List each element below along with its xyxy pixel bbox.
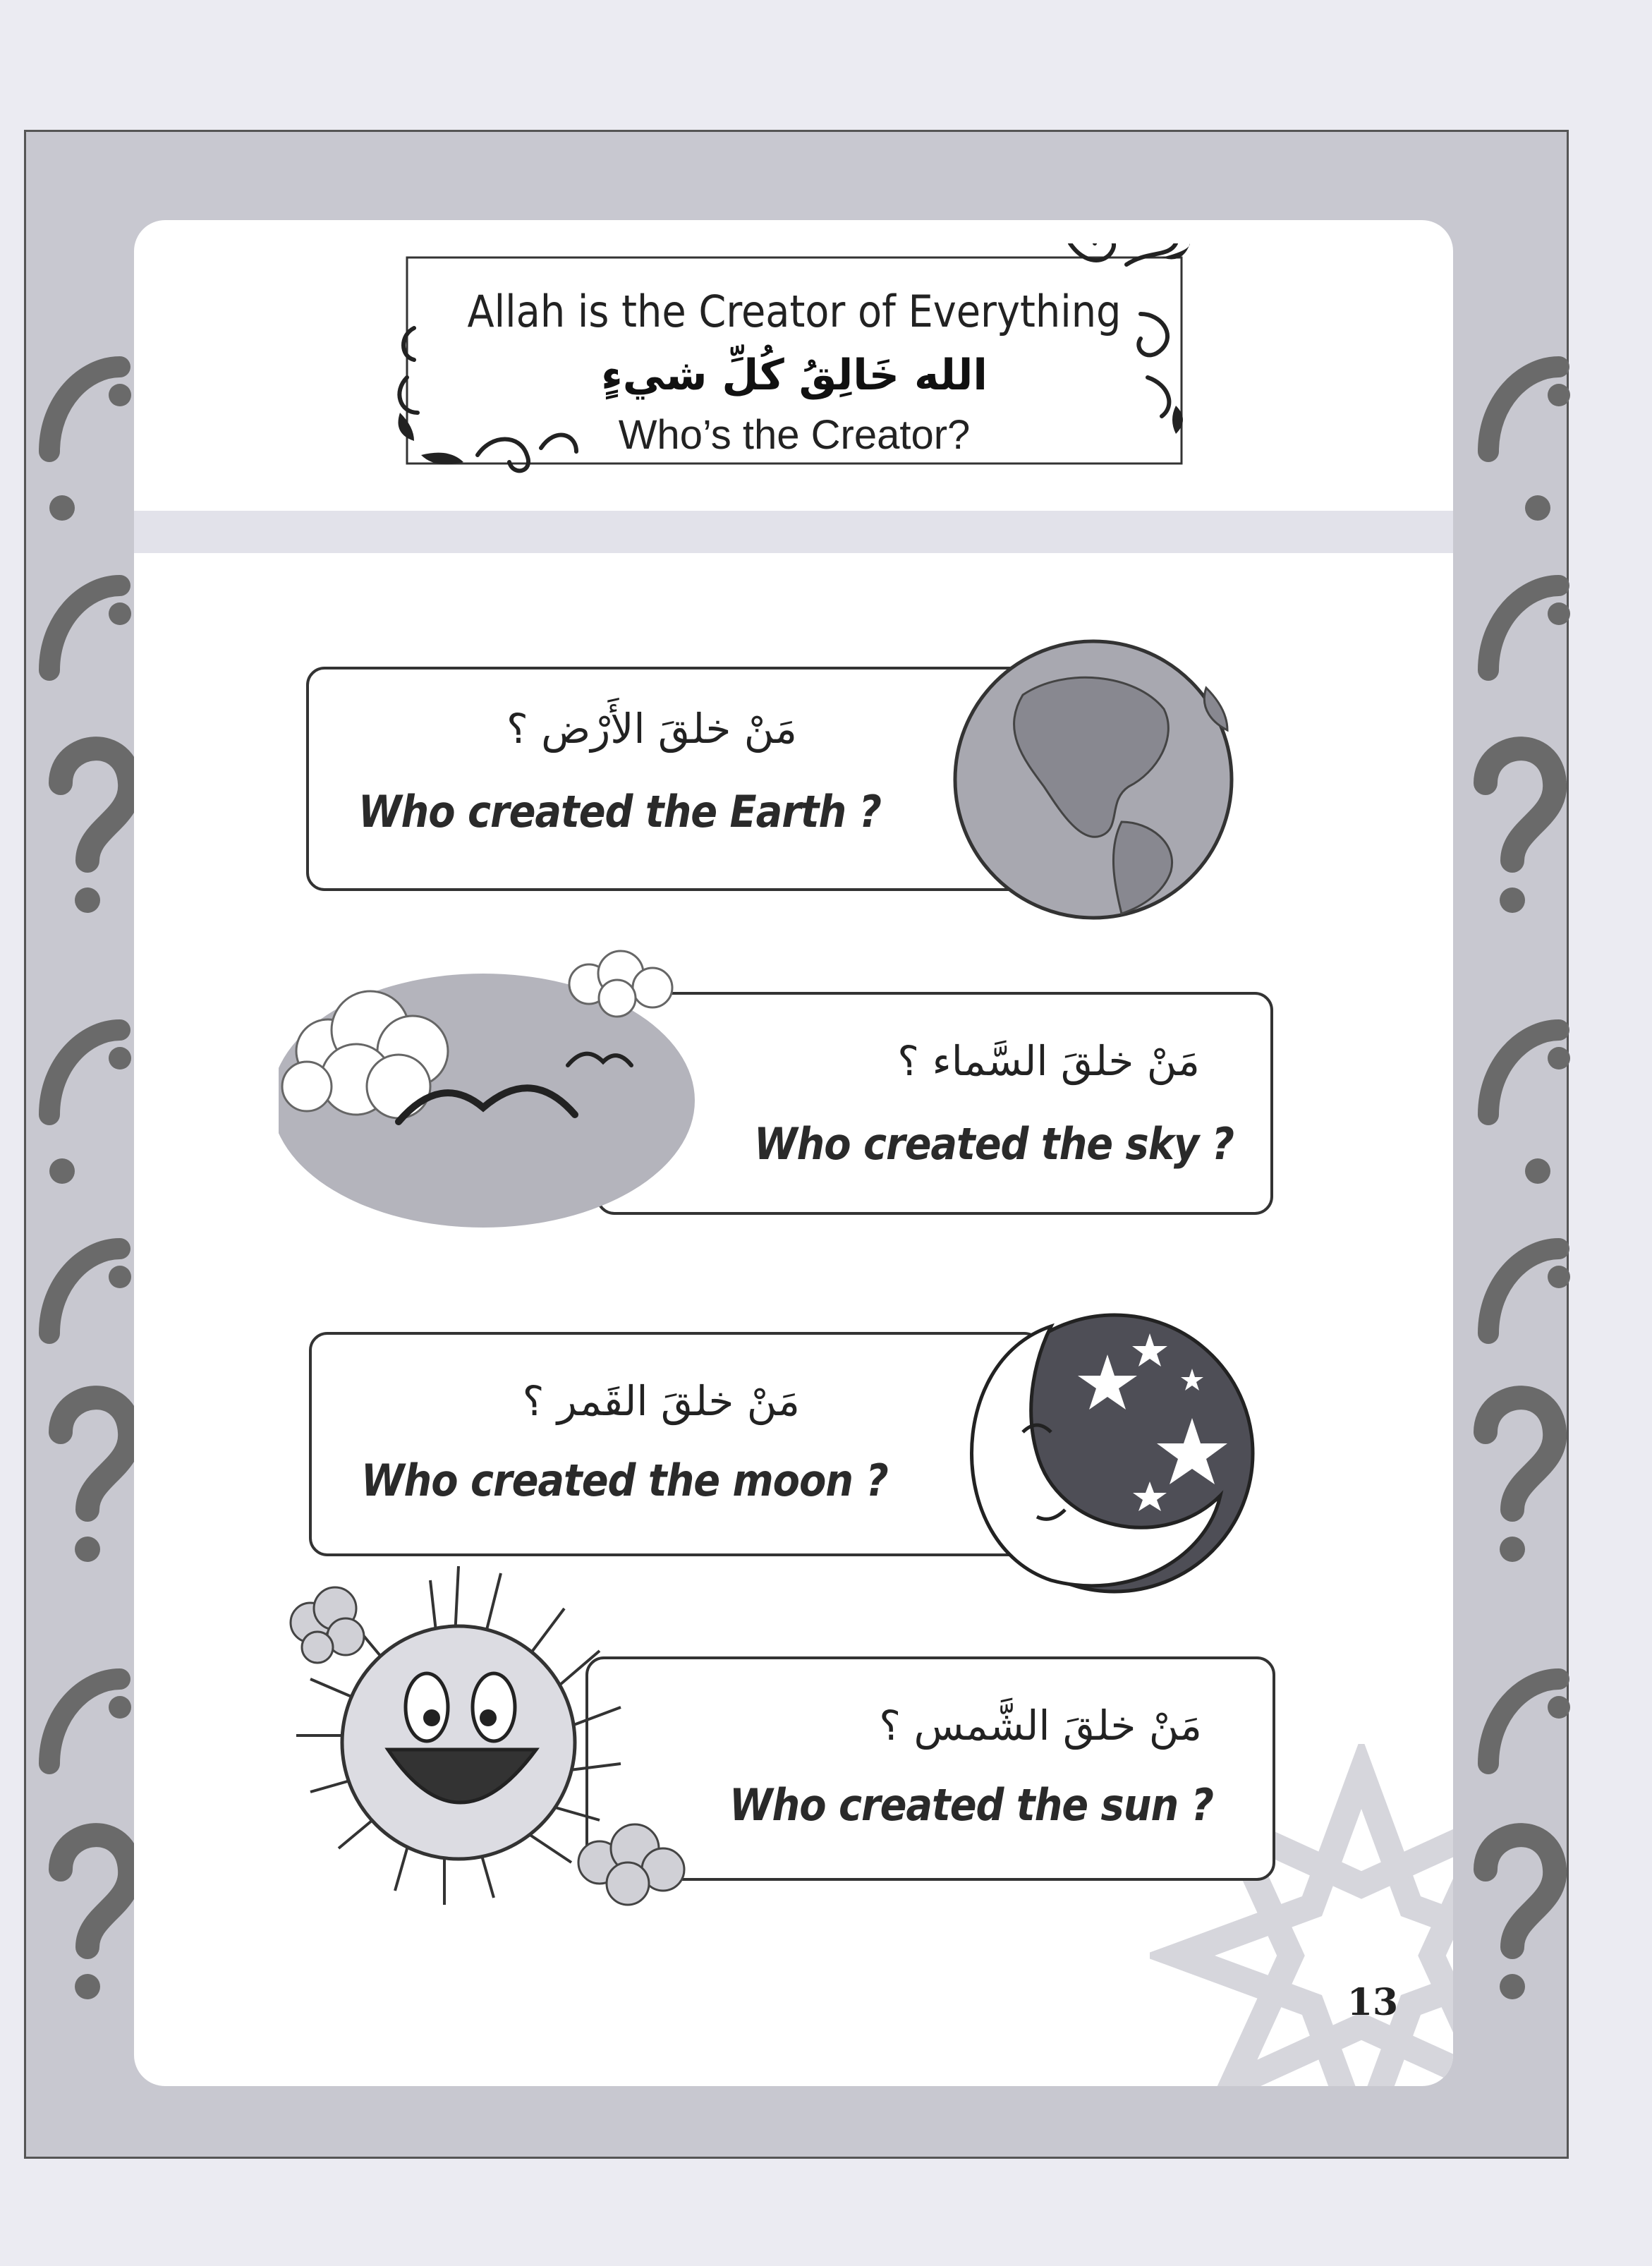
moon-icon (945, 1305, 1277, 1601)
question-box-earth (306, 667, 1040, 891)
page-number: 13 (1347, 1981, 1399, 2024)
question-english: Who created the sky ? (754, 1118, 1234, 1170)
page-subtitle: Who’s the Creator? (618, 412, 971, 458)
question-english: Who created the moon ? (361, 1455, 888, 1506)
question-english: Who created the sun ? (729, 1779, 1213, 1831)
question-arabic: مَنْ خلقَ السَّماء ؟ (897, 1037, 1200, 1085)
page-title: Allah is the Creator of Everything (467, 286, 1122, 337)
sun-cloud-bottom (578, 1824, 684, 1905)
page-title-arabic: الله خَالِقُ كُلِّ شيءٍ (601, 351, 988, 400)
earth-icon (938, 631, 1249, 928)
header-divider (134, 511, 1453, 553)
sky-icon (279, 945, 702, 1235)
question-arabic: مَنْ خلقَ الأَرْض ؟ (506, 705, 797, 753)
sun-cloud-top (291, 1587, 364, 1663)
question-arabic: مَنْ خلقَ القَمر ؟ (522, 1377, 800, 1425)
question-english: Who created the Earth ? (358, 786, 881, 837)
question-arabic: مَنْ خلقَ الشَّمس ؟ (879, 1702, 1202, 1750)
title-frame (393, 243, 1196, 478)
sun-icon (268, 1566, 705, 1933)
left-swirl-1 (49, 367, 131, 452)
question-box-moon (309, 1332, 1043, 1556)
